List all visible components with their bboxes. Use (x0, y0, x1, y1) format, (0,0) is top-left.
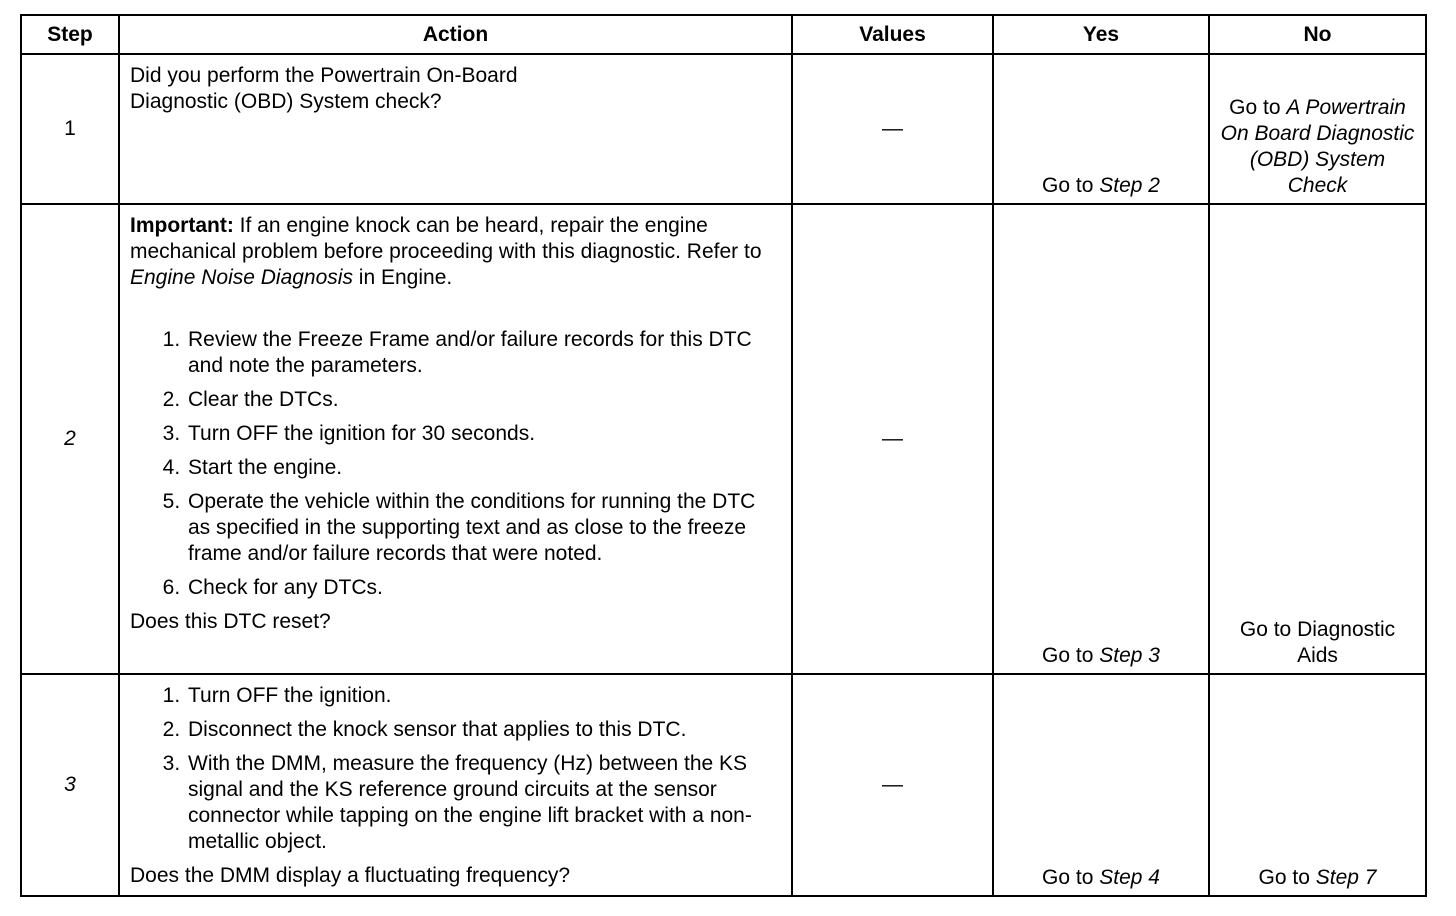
important-text-end: in Engine. (352, 266, 453, 289)
important-note (130, 213, 781, 291)
value-cell: — (792, 54, 993, 204)
yes-prefix: Go to (1042, 174, 1100, 197)
action-cell (119, 204, 792, 674)
action-cell (119, 674, 792, 896)
list-item: 6. Check for any DTCs. (186, 575, 781, 601)
yes-link[interactable]: Step 4 (1099, 866, 1160, 889)
no-link[interactable]: A Powertrain On Board Diagnostic (OBD) System Check (1220, 96, 1415, 197)
yes-cell (993, 204, 1209, 674)
table-row (21, 204, 1426, 674)
yes-prefix: Go to (1042, 866, 1100, 889)
yes-cell (993, 54, 1209, 204)
no-cell[interactable]: Go to Diagnostic Aids (1209, 204, 1426, 674)
action-question: Does the DMM display a fluctuating frequency? (130, 864, 571, 887)
yes-link[interactable]: Step 2 (1099, 174, 1160, 197)
action-cell (119, 54, 792, 204)
step-number: 2 (21, 204, 119, 674)
header-values: Values (792, 15, 993, 54)
yes-cell (993, 674, 1209, 896)
no-cell (1209, 54, 1426, 204)
step-number: 1 (21, 54, 119, 204)
list-item: 2. Clear the DTCs. (186, 387, 781, 413)
table-row (21, 54, 1426, 204)
header-yes: Yes (993, 15, 1209, 54)
step-number: 3 (21, 674, 119, 896)
yes-link[interactable]: Step 3 (1099, 644, 1160, 667)
list-item: 1. Review the Freeze Frame and/or failure records for this DTC and note the parameters. (186, 327, 781, 379)
header-row (21, 15, 1426, 54)
action-question: Does this DTC reset? (130, 610, 331, 633)
procedure-list (130, 683, 781, 855)
value-cell: — (792, 204, 993, 674)
list-item: 3. With the DMM, measure the frequency (Hz) between the KS signal and the KS reference ground circuits at the sensor connector while tapping on the engine lift bracket with a non-metallic object. (186, 751, 781, 855)
important-label: Important: (130, 214, 234, 237)
diagnostic-table (20, 14, 1427, 897)
no-cell (1209, 674, 1426, 896)
list-item: 5. Operate the vehicle within the conditions for running the DTC as specified in the supporting text and as close to the freeze frame and/or failure records that were noted. (186, 489, 781, 567)
action-question: Did you perform the Powertrain On-Board Diagnostic (OBD) System check? (130, 64, 518, 113)
no-prefix: Go to (1258, 866, 1316, 889)
yes-prefix: Go to (1042, 644, 1100, 667)
header-action: Action (119, 15, 792, 54)
procedure-list (130, 327, 781, 601)
header-step: Step (21, 15, 119, 54)
spacer (130, 291, 781, 321)
value-cell: — (792, 674, 993, 896)
table-row (21, 674, 1426, 896)
list-item: 1. Turn OFF the ignition. (186, 683, 781, 709)
list-item: 2. Disconnect the knock sensor that applies to this DTC. (186, 717, 781, 743)
important-text: If an engine knock can be heard, repair the engine mechanical problem before proceeding with this diagnostic. Refer to (130, 214, 762, 263)
list-item: 3. Turn OFF the ignition for 30 seconds. (186, 421, 781, 447)
list-item: 4. Start the engine. (186, 455, 781, 481)
no-link[interactable]: Step 7 (1315, 866, 1377, 889)
header-no: No (1209, 15, 1426, 54)
no-prefix: Go to (1229, 96, 1287, 119)
important-reference[interactable]: Engine Noise Diagnosis (130, 266, 353, 289)
